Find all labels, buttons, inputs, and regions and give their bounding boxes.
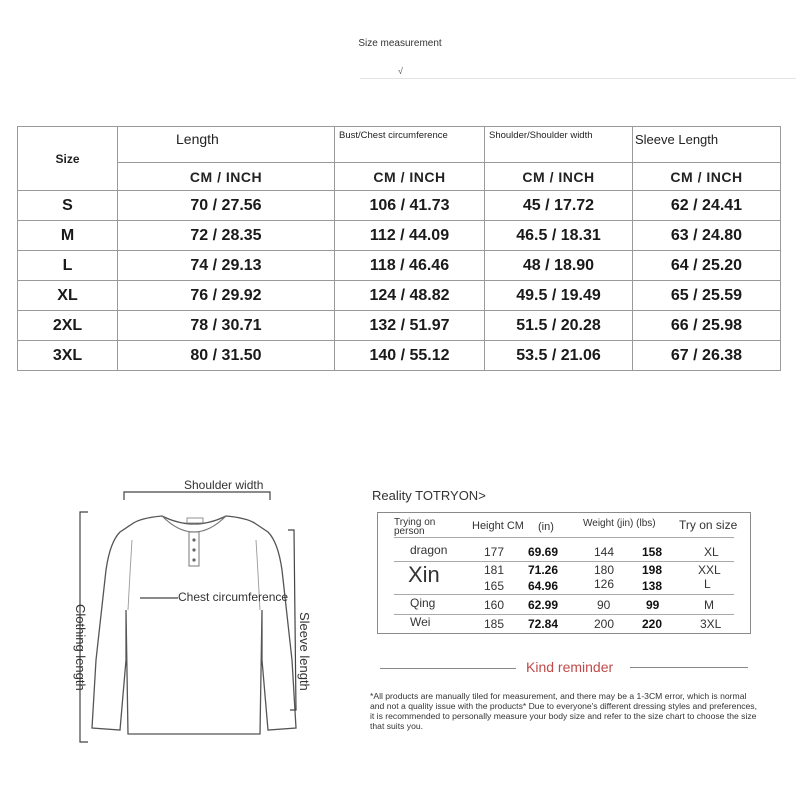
value-cell: 64 / 25.20: [633, 251, 781, 281]
table-row: [18, 251, 781, 281]
shoulder-width-marker: [124, 492, 270, 500]
try-on-size: XL: [704, 545, 719, 559]
size-cell: 3XL: [18, 341, 118, 371]
height-header: Height CM: [472, 520, 524, 532]
table-header-row: [18, 127, 781, 163]
weight-jin: 200: [594, 617, 615, 631]
person-name: Xin: [408, 562, 440, 587]
weight-header: Weight (jin) (lbs): [583, 518, 656, 529]
shoulder-width-label: Shoulder width: [184, 478, 264, 492]
height-in: 72.84: [528, 617, 559, 631]
button: [192, 538, 195, 541]
tryon-header: Try on size: [679, 518, 738, 532]
height-in: 71.26: [528, 563, 559, 577]
reminder-line-right: [630, 667, 748, 668]
weight-lbs: 198: [642, 563, 663, 577]
value-cell: 48 / 18.90: [485, 251, 633, 281]
try-on-size: L: [704, 577, 711, 591]
value-cell: 124 / 48.82: [335, 281, 485, 311]
value-cell: 51.5 / 20.28: [485, 311, 633, 341]
chest-circumference-label: Chest circumference: [178, 590, 289, 604]
try-on-size: XXL: [698, 563, 721, 577]
height-cm: 160: [484, 598, 505, 612]
check-mark: √: [398, 66, 403, 76]
size-cell: M: [18, 221, 118, 251]
shoulder-header: Shoulder/Shoulder width: [485, 127, 633, 163]
value-cell: 74 / 29.13: [118, 251, 335, 281]
weight-lbs: 99: [646, 598, 660, 612]
person-name: Wei: [410, 615, 431, 629]
value-cell: 72 / 28.35: [118, 221, 335, 251]
height-cm: 165: [484, 579, 505, 593]
weight-jin: 126: [594, 577, 615, 591]
unit-cell: CM / INCH: [633, 163, 781, 191]
value-cell: 106 / 41.73: [335, 191, 485, 221]
kind-reminder-title: Kind reminder: [526, 659, 614, 675]
value-cell: 78 / 30.71: [118, 311, 335, 341]
length-header: Length: [118, 127, 335, 163]
unit-cell: CM / INCH: [118, 163, 335, 191]
table-row: [18, 281, 781, 311]
chest-header: [335, 127, 485, 163]
value-cell: 66 / 25.98: [633, 311, 781, 341]
header-divider: [360, 78, 796, 79]
reminder-note: *All products are manually tiled for measurement, and there may be a 1-3CM error, which is normal and not a quality issue with the products* Due to everyone's different dressing styles and preferences, it is recommended to personally measure your body size and refer to the size chart to choose the size that suits you.: [370, 691, 757, 731]
height-cm: 181: [484, 563, 505, 577]
value-cell: 70 / 27.56: [118, 191, 335, 221]
size-cell: 2XL: [18, 311, 118, 341]
button: [192, 548, 195, 551]
value-cell: 112 / 44.09: [335, 221, 485, 251]
unit-cell: CM / INCH: [485, 163, 633, 191]
value-cell: 62 / 24.41: [633, 191, 781, 221]
size-header: Size: [18, 127, 118, 191]
height-in: 69.69: [528, 545, 559, 559]
height-cm: 185: [484, 617, 505, 631]
value-cell: 65 / 25.59: [633, 281, 781, 311]
clothing-length-label: Clothing length: [73, 604, 88, 691]
value-cell: 140 / 55.12: [335, 341, 485, 371]
button: [192, 558, 195, 561]
value-cell: 80 / 31.50: [118, 341, 335, 371]
size-cell: XL: [18, 281, 118, 311]
row-divider: [394, 537, 734, 538]
value-cell: 49.5 / 19.49: [485, 281, 633, 311]
sleeve-length-label: Sleeve length: [297, 612, 312, 691]
try-on-size: M: [704, 598, 714, 612]
value-cell: 63 / 24.80: [633, 221, 781, 251]
page-title: Size measurement: [358, 38, 442, 49]
height-in: 62.99: [528, 598, 559, 612]
table-row: [18, 191, 781, 221]
height-cm: 177: [484, 545, 505, 559]
person-header: Trying on person: [394, 517, 436, 537]
unit-cell: CM / INCH: [335, 163, 485, 191]
weight-jin: 90: [597, 598, 611, 612]
weight-jin: 144: [594, 545, 615, 559]
person-name: dragon: [410, 543, 448, 557]
value-cell: 76 / 29.92: [118, 281, 335, 311]
sleeve-seam: [128, 540, 132, 610]
value-cell: 132 / 51.97: [335, 311, 485, 341]
table-row: [18, 341, 781, 371]
weight-lbs: 138: [642, 579, 663, 593]
value-cell: 45 / 17.72: [485, 191, 633, 221]
weight-lbs: 220: [642, 617, 663, 631]
reality-table: [377, 512, 751, 634]
size-table: [17, 126, 781, 371]
table-row: [18, 221, 781, 251]
weight-jin: 180: [594, 563, 615, 577]
size-cell: L: [18, 251, 118, 281]
reality-title: Reality TOTRYON>: [372, 488, 486, 503]
try-on-size: 3XL: [700, 617, 722, 631]
value-cell: 46.5 / 18.31: [485, 221, 633, 251]
sleeve-length-marker: [288, 530, 296, 710]
value-cell: 118 / 46.46: [335, 251, 485, 281]
weight-lbs: 158: [642, 545, 663, 559]
row-divider: [394, 561, 734, 562]
value-cell: 67 / 26.38: [633, 341, 781, 371]
chest-header-text: Bust/Chest circumference: [339, 130, 448, 141]
person-name: Qing: [410, 596, 436, 610]
reminder-line-left: [380, 668, 516, 669]
row-divider: [394, 594, 734, 595]
size-cell: S: [18, 191, 118, 221]
collar-tag: [187, 518, 203, 523]
table-row: [18, 311, 781, 341]
height-in: 64.96: [528, 579, 559, 593]
sleeve-header: Sleeve Length: [633, 127, 781, 163]
value-cell: 53.5 / 21.06: [485, 341, 633, 371]
in-header: (in): [538, 521, 554, 533]
row-divider: [394, 614, 734, 615]
table-unit-row: [18, 163, 781, 191]
